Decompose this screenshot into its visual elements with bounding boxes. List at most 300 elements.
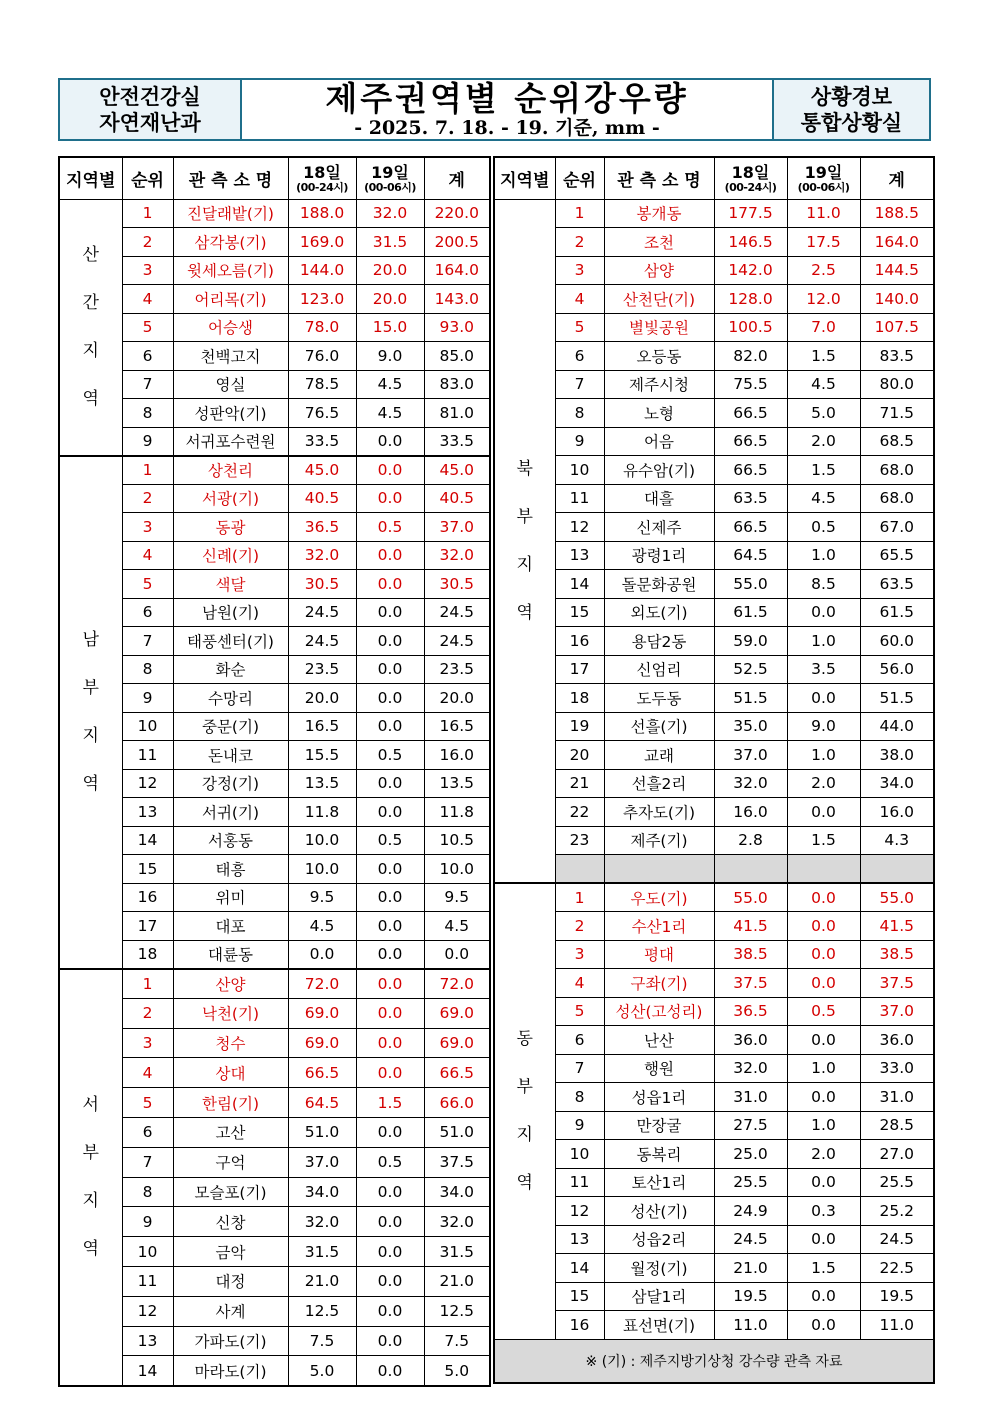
table-header-row	[494, 157, 934, 199]
table-row	[59, 256, 490, 285]
rank-cell: 3	[122, 256, 173, 285]
rank-cell: 15	[122, 855, 173, 884]
table-row	[494, 712, 934, 741]
day18-cell: 34.0	[288, 1177, 356, 1207]
table-row	[59, 285, 490, 314]
station-cell: 동복리	[604, 1140, 714, 1169]
table-row	[59, 998, 490, 1028]
day18-cell: 38.5	[714, 940, 787, 969]
rank-cell: 5	[122, 1088, 173, 1118]
day19-cell: 0.0	[787, 883, 860, 912]
station-cell: 우도(기)	[604, 883, 714, 912]
rank-cell: 11	[122, 1266, 173, 1296]
table-row	[59, 684, 490, 713]
table-row	[59, 883, 490, 912]
day18-cell: 66.5	[714, 399, 787, 428]
station-cell: 천백고지	[173, 342, 288, 371]
blank-cell	[860, 855, 934, 884]
total-cell: 51.0	[424, 1117, 490, 1147]
rank-cell: 16	[555, 1311, 604, 1340]
day19-cell: 0.0	[787, 912, 860, 941]
table-row	[59, 1237, 490, 1267]
day18-cell: 51.5	[714, 684, 787, 713]
table-row	[494, 1254, 934, 1283]
total-cell: 4.3	[860, 826, 934, 855]
region-char: 역	[516, 602, 533, 623]
rank-cell: 2	[122, 998, 173, 1028]
rank-cell: 3	[122, 1028, 173, 1058]
total-cell: 24.5	[860, 1225, 934, 1254]
day19-cell: 0.0	[787, 598, 860, 627]
total-cell: 10.5	[424, 826, 490, 855]
day18-cell: 24.5	[288, 598, 356, 627]
day18-cell: 66.5	[714, 513, 787, 542]
total-cell: 20.0	[424, 684, 490, 713]
day18-cell: 20.0	[288, 684, 356, 713]
day19-cell: 0.0	[356, 1028, 424, 1058]
rank-cell: 2	[555, 228, 604, 257]
day19-cell: 11.0	[787, 199, 860, 228]
total-cell: 16.0	[424, 741, 490, 770]
day19-cell: 2.0	[787, 1140, 860, 1169]
col-total: 계	[424, 157, 490, 199]
day19-cell: 1.5	[787, 826, 860, 855]
station-cell: 마라도(기)	[173, 1356, 288, 1386]
day19-cell: 8.5	[787, 570, 860, 599]
department-line2: 자연재난과	[99, 110, 201, 135]
station-cell: 삼양	[604, 256, 714, 285]
table-row	[494, 1026, 934, 1055]
table-row	[494, 370, 934, 399]
station-cell: 교래	[604, 741, 714, 770]
station-cell: 사계	[173, 1296, 288, 1326]
station-cell: 신례(기)	[173, 541, 288, 570]
col-region: 지역별	[494, 157, 555, 199]
table-row	[494, 570, 934, 599]
day18-cell: 32.0	[288, 541, 356, 570]
day18-cell: 82.0	[714, 342, 787, 371]
station-cell: 성산(고성리)	[604, 997, 714, 1026]
footnote: ※ (기) : 제주지방기상청 강수량 관측 자료	[494, 1339, 934, 1383]
table-row	[59, 855, 490, 884]
rank-cell: 7	[555, 1054, 604, 1083]
day19-cell: 0.0	[787, 1311, 860, 1340]
total-cell: 33.5	[424, 427, 490, 456]
rank-cell: 9	[122, 1207, 173, 1237]
day19-cell: 20.0	[356, 256, 424, 285]
col-total: 계	[860, 157, 934, 199]
rank-cell: 12	[555, 513, 604, 542]
day18-cell: 37.0	[288, 1147, 356, 1177]
total-cell: 34.0	[424, 1177, 490, 1207]
day18-cell: 188.0	[288, 199, 356, 228]
table-row	[494, 655, 934, 684]
region-label	[59, 969, 122, 1386]
station-cell: 봉개동	[604, 199, 714, 228]
day19-cell: 0.0	[356, 570, 424, 599]
rank-cell: 7	[122, 370, 173, 399]
day18-cell: 37.0	[714, 741, 787, 770]
day18-cell: 12.5	[288, 1296, 356, 1326]
table-row	[494, 1168, 934, 1197]
total-cell: 40.5	[424, 484, 490, 513]
day18-cell: 69.0	[288, 998, 356, 1028]
total-cell: 16.5	[424, 712, 490, 741]
total-cell: 143.0	[424, 285, 490, 314]
table-row	[59, 769, 490, 798]
table-row	[59, 199, 490, 228]
rank-cell: 13	[555, 1225, 604, 1254]
station-cell: 영실	[173, 370, 288, 399]
station-cell: 추자도(기)	[604, 798, 714, 827]
day18-cell: 52.5	[714, 655, 787, 684]
station-cell: 유수암(기)	[604, 456, 714, 485]
total-cell: 83.0	[424, 370, 490, 399]
total-cell: 10.0	[424, 855, 490, 884]
total-cell: 0.0	[424, 940, 490, 969]
total-cell: 72.0	[424, 969, 490, 999]
day18-cell: 2.8	[714, 826, 787, 855]
rank-cell: 3	[122, 513, 173, 542]
table-row	[59, 456, 490, 485]
day19-cell: 0.0	[356, 1207, 424, 1237]
blank-cell	[555, 855, 604, 884]
total-cell: 68.0	[860, 456, 934, 485]
total-cell: 93.0	[424, 313, 490, 342]
table-row	[494, 1083, 934, 1112]
region-char: 지	[516, 554, 533, 575]
day19-cell: 1.0	[787, 1111, 860, 1140]
rainfall-table-left	[58, 156, 491, 1387]
day18-cell: 24.5	[714, 1225, 787, 1254]
station-cell: 평대	[604, 940, 714, 969]
rank-cell: 12	[555, 1197, 604, 1226]
table-row	[59, 1207, 490, 1237]
total-cell: 37.0	[860, 997, 934, 1026]
region-label	[494, 883, 555, 1339]
rank-cell: 5	[555, 313, 604, 342]
day19-cell: 31.5	[356, 228, 424, 257]
day18-cell: 21.0	[288, 1266, 356, 1296]
station-cell: 토산1리	[604, 1168, 714, 1197]
total-cell: 31.0	[860, 1083, 934, 1112]
table-row	[494, 940, 934, 969]
table-row	[59, 513, 490, 542]
day19-cell: 4.5	[356, 399, 424, 428]
table-row	[494, 598, 934, 627]
total-cell: 28.5	[860, 1111, 934, 1140]
rank-cell: 16	[122, 883, 173, 912]
rank-cell: 6	[555, 342, 604, 371]
region-char: 간	[82, 293, 99, 313]
region-char: 역	[516, 1173, 533, 1194]
day18-cell: 66.5	[288, 1058, 356, 1088]
station-cell: 대포	[173, 912, 288, 941]
station-cell: 색달	[173, 570, 288, 599]
table-row	[494, 1111, 934, 1140]
day19-cell: 7.0	[787, 313, 860, 342]
total-cell: 21.0	[424, 1266, 490, 1296]
table-row	[59, 826, 490, 855]
rank-cell: 15	[555, 1282, 604, 1311]
rank-cell: 8	[555, 1083, 604, 1112]
table-row	[494, 199, 934, 228]
rank-cell: 9	[555, 1111, 604, 1140]
department-line1: 안전건강실	[99, 84, 201, 109]
station-cell: 어승생	[173, 313, 288, 342]
total-cell: 63.5	[860, 570, 934, 599]
rank-cell: 13	[122, 1326, 173, 1356]
station-cell: 낙천(기)	[173, 998, 288, 1028]
station-cell: 조천	[604, 228, 714, 257]
table-row	[494, 1282, 934, 1311]
rank-cell: 10	[122, 712, 173, 741]
table-row	[494, 399, 934, 428]
day18-cell: 100.5	[714, 313, 787, 342]
day18-cell: 36.5	[714, 997, 787, 1026]
table-row	[494, 228, 934, 257]
table-row	[59, 342, 490, 371]
day18-cell: 64.5	[714, 541, 787, 570]
day19-cell: 0.5	[356, 741, 424, 770]
station-cell: 만장굴	[604, 1111, 714, 1140]
total-cell: 66.5	[424, 1058, 490, 1088]
region-char: 역	[82, 1239, 99, 1260]
station-cell: 서홍동	[173, 826, 288, 855]
table-row	[494, 826, 934, 855]
office-box	[772, 80, 929, 139]
day19-cell: 1.5	[787, 456, 860, 485]
rank-cell: 17	[555, 655, 604, 684]
day18-cell: 25.0	[714, 1140, 787, 1169]
day18-cell: 63.5	[714, 484, 787, 513]
day19-cell: 0.0	[787, 684, 860, 713]
col-day18: 18일 (00-24시)	[288, 157, 356, 199]
day19-cell: 0.0	[356, 1237, 424, 1267]
table-row	[59, 1117, 490, 1147]
station-cell: 고산	[173, 1117, 288, 1147]
day19-cell: 0.0	[356, 684, 424, 713]
station-cell: 구억	[173, 1147, 288, 1177]
total-cell: 24.5	[424, 598, 490, 627]
station-cell: 광령1리	[604, 541, 714, 570]
day19-cell: 1.5	[787, 342, 860, 371]
col-day18: 18일 (00-24시)	[714, 157, 787, 199]
rank-cell: 9	[555, 427, 604, 456]
total-cell: 11.8	[424, 798, 490, 827]
total-cell: 38.0	[860, 741, 934, 770]
rank-cell: 4	[555, 969, 604, 998]
rank-cell: 21	[555, 769, 604, 798]
day18-cell: 30.5	[288, 570, 356, 599]
rank-cell: 8	[122, 655, 173, 684]
rank-cell: 8	[122, 399, 173, 428]
rank-cell: 11	[122, 741, 173, 770]
day18-cell: 21.0	[714, 1254, 787, 1283]
table-header-row	[59, 157, 490, 199]
rank-cell: 9	[122, 684, 173, 713]
page-title: 제주권역별 순위강우량	[325, 78, 689, 118]
station-cell: 서귀(기)	[173, 798, 288, 827]
day18-cell: 66.5	[714, 427, 787, 456]
station-cell: 제주(기)	[604, 826, 714, 855]
rank-cell: 1	[122, 199, 173, 228]
total-cell: 66.0	[424, 1088, 490, 1118]
table-row	[59, 1147, 490, 1177]
rank-cell: 7	[122, 627, 173, 656]
rank-cell: 2	[555, 912, 604, 941]
day19-cell: 0.0	[356, 712, 424, 741]
total-cell: 22.5	[860, 1254, 934, 1283]
station-cell: 청수	[173, 1028, 288, 1058]
region-char: 지	[82, 341, 99, 361]
total-cell: 38.5	[860, 940, 934, 969]
day19-cell: 20.0	[356, 285, 424, 314]
day19-cell: 0.5	[356, 826, 424, 855]
day19-cell: 4.5	[356, 370, 424, 399]
day19-cell: 4.5	[787, 370, 860, 399]
day19-cell: 0.0	[356, 1117, 424, 1147]
day18-cell: 146.5	[714, 228, 787, 257]
rank-cell: 19	[555, 712, 604, 741]
day18-cell: 11.8	[288, 798, 356, 827]
region-char: 산	[82, 245, 99, 265]
total-cell: 27.0	[860, 1140, 934, 1169]
total-cell: 69.0	[424, 998, 490, 1028]
day19-cell: 12.0	[787, 285, 860, 314]
table-row	[494, 627, 934, 656]
col-station: 관 측 소 명	[173, 157, 288, 199]
total-cell: 7.5	[424, 1326, 490, 1356]
day18-cell: 51.0	[288, 1117, 356, 1147]
total-cell: 25.2	[860, 1197, 934, 1226]
total-cell: 107.5	[860, 313, 934, 342]
col-rank: 순위	[122, 157, 173, 199]
rank-cell: 15	[555, 598, 604, 627]
station-cell: 산양	[173, 969, 288, 999]
total-cell: 140.0	[860, 285, 934, 314]
table-row	[494, 912, 934, 941]
total-cell: 85.0	[424, 342, 490, 371]
day18-cell: 0.0	[288, 940, 356, 969]
day19-cell: 5.0	[787, 399, 860, 428]
station-cell: 성읍1리	[604, 1083, 714, 1112]
total-cell: 34.0	[860, 769, 934, 798]
day18-cell: 78.5	[288, 370, 356, 399]
station-cell: 난산	[604, 1026, 714, 1055]
blank-cell	[604, 855, 714, 884]
table-row	[59, 912, 490, 941]
table-row	[494, 541, 934, 570]
day18-cell: 36.0	[714, 1026, 787, 1055]
station-cell: 태풍센터(기)	[173, 627, 288, 656]
table-row	[494, 969, 934, 998]
table-row	[59, 427, 490, 456]
station-cell: 구좌(기)	[604, 969, 714, 998]
day19-cell: 1.0	[787, 1054, 860, 1083]
station-cell: 선흘(기)	[604, 712, 714, 741]
rank-cell: 10	[555, 1140, 604, 1169]
day18-cell: 64.5	[288, 1088, 356, 1118]
rank-cell: 12	[122, 1296, 173, 1326]
table-row	[494, 997, 934, 1026]
table-row	[59, 541, 490, 570]
table-row	[494, 883, 934, 912]
region-char: 서	[82, 1095, 99, 1116]
station-cell: 선흘2리	[604, 769, 714, 798]
total-cell: 11.0	[860, 1311, 934, 1340]
station-cell: 대흘	[604, 484, 714, 513]
total-cell: 220.0	[424, 199, 490, 228]
station-cell: 별빛공원	[604, 313, 714, 342]
day19-cell: 0.0	[356, 627, 424, 656]
table-row	[494, 798, 934, 827]
day19-cell: 0.3	[787, 1197, 860, 1226]
station-cell: 한림(기)	[173, 1088, 288, 1118]
station-cell: 위미	[173, 883, 288, 912]
station-cell: 서광(기)	[173, 484, 288, 513]
rank-cell: 13	[122, 798, 173, 827]
day18-cell: 11.0	[714, 1311, 787, 1340]
station-cell: 진달래밭(기)	[173, 199, 288, 228]
total-cell: 19.5	[860, 1282, 934, 1311]
rank-cell: 10	[555, 456, 604, 485]
station-cell: 삼각봉(기)	[173, 228, 288, 257]
station-cell: 표선면(기)	[604, 1311, 714, 1340]
total-cell: 13.5	[424, 769, 490, 798]
station-cell: 성판악(기)	[173, 399, 288, 428]
day19-cell: 0.0	[356, 598, 424, 627]
table-row	[59, 940, 490, 969]
table-row	[494, 769, 934, 798]
rank-cell: 3	[555, 256, 604, 285]
rank-cell: 14	[122, 826, 173, 855]
day19-cell: 1.0	[787, 541, 860, 570]
table-row	[494, 427, 934, 456]
total-cell: 37.5	[424, 1147, 490, 1177]
rank-cell: 6	[122, 598, 173, 627]
day18-cell: 7.5	[288, 1326, 356, 1356]
table-row	[59, 1356, 490, 1386]
table-row	[59, 399, 490, 428]
day18-cell: 142.0	[714, 256, 787, 285]
station-cell: 행원	[604, 1054, 714, 1083]
rank-cell: 8	[122, 1177, 173, 1207]
day18-cell: 169.0	[288, 228, 356, 257]
day19-cell: 0.0	[356, 940, 424, 969]
day18-cell: 31.0	[714, 1083, 787, 1112]
day18-cell: 16.5	[288, 712, 356, 741]
region-char: 부	[516, 1077, 533, 1098]
station-cell: 상대	[173, 1058, 288, 1088]
station-cell: 태흥	[173, 855, 288, 884]
day19-cell: 0.0	[356, 1058, 424, 1088]
day18-cell: 4.5	[288, 912, 356, 941]
table-row	[494, 1311, 934, 1340]
rank-cell: 11	[555, 484, 604, 513]
station-cell: 남원(기)	[173, 598, 288, 627]
station-cell: 서귀포수련원	[173, 427, 288, 456]
day18-cell: 72.0	[288, 969, 356, 999]
rank-cell: 6	[122, 1117, 173, 1147]
total-cell: 32.0	[424, 541, 490, 570]
station-cell: 돈내코	[173, 741, 288, 770]
station-cell: 삼달1리	[604, 1282, 714, 1311]
region-char: 지	[82, 726, 99, 746]
day18-cell: 24.5	[288, 627, 356, 656]
blank-row	[494, 855, 934, 884]
day19-cell: 0.0	[356, 998, 424, 1028]
